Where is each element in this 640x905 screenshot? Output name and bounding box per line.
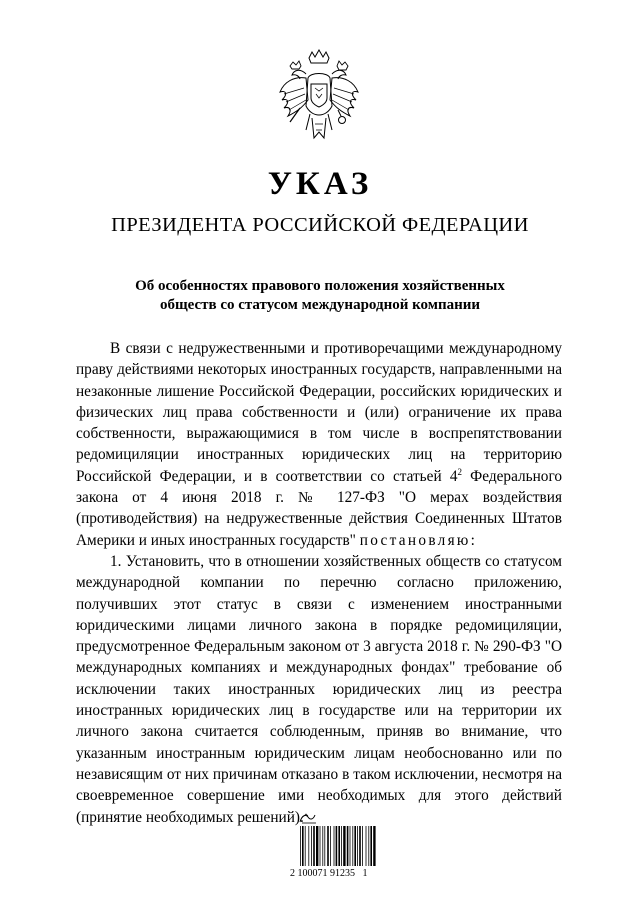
barcode-bar [300,826,301,866]
barcode-bar [330,826,331,866]
decree-body [76,338,562,828]
paragraph-preamble [76,338,562,551]
barcode-bar [368,826,369,866]
barcode-bar [370,826,372,866]
barcode-bar [350,826,351,866]
barcode-bar [324,826,325,866]
barcode-bar [316,826,318,866]
barcode-number: 2 100071 91235 1 [290,868,368,879]
heading-line-1: Об особенностях правового положения хозяйственных [135,278,505,294]
article-superscript: 2 [457,466,462,477]
barcode-bar [343,826,345,866]
barcode-bar [347,826,349,866]
barcode-bar [366,826,367,866]
barcode-bar [357,826,358,866]
coat-of-arms-icon [276,48,362,148]
barcode-bar [354,826,356,866]
preamble-text-start: В связи с недружественными и противоречащими международному праву действиями некоторых иностранных государств, направленными на незаконные лишение Российской Федерации, российских юридических и физических лиц права собственности и (или) ограничение их права собственности, выражающимися в том числе в воспрепятствовании редомициляции иностранных юридических лиц на территорию Российской Федерации, и в соответствии со статьей 4 [76,340,562,485]
barcode-bar [308,826,309,866]
heading-line-2: обществ со статусом международной компании [159,297,481,313]
barcode-bar [341,826,342,866]
barcode-bar [322,826,323,866]
paragraph-1: 1. Установить, что в отношении хозяйственных обществ со статусом международной компании по перечню согласно приложению, получивших этот статус в связи с изменением иностранными юридическими лицами личного закона в порядке редомициляции, предусмотренное Федеральным законом от 3 августа 2018 г. № 290-ФЗ "О международных компаниях и международных фондах" требование об исключении таких иностранных юридических лиц из реестра иностранных юридических лиц в государстве или на территории их личного закона считается соблюденным, приняв во внимание, что указанным иностранным юридическим лицам необоснованно или по независящим от них причинам отказано в таком исключении, несмотря на своевременное совершение ими необходимых для этого действий (принятие необходимых решений). [76,552,562,826]
barcode-bar [373,826,375,866]
barcode-bar [352,826,353,866]
decree-heading [60,277,580,315]
barcode-bar [327,826,329,866]
barcode-bars [300,826,376,866]
barcode-bar [362,826,363,866]
document-title: УКАЗ [267,166,373,202]
barcode-bar [320,826,321,866]
barcode-bar [338,826,340,866]
barcode-bar [336,826,338,866]
barcode [290,812,384,884]
barcode-bar [334,826,335,866]
barcode-bar [313,826,315,866]
barcode-bar [311,826,312,866]
barcode-bar [359,826,361,866]
preamble-text-end: Федерального закона от 4 июня 2018 г. № 127-ФЗ "О мерах воздействия (противодействия) на недружественные действия Соединенных Штатов Америки и иных иностранных государств" [76,467,562,549]
decree-word: постановляю: [359,531,478,549]
document-subtitle: ПРЕЗИДЕНТА РОССИЙСКОЙ ФЕДЕРАЦИИ [111,214,529,236]
printing-house-logo-icon [298,812,320,824]
barcode-bar [302,826,304,866]
barcode-bar [305,826,306,866]
